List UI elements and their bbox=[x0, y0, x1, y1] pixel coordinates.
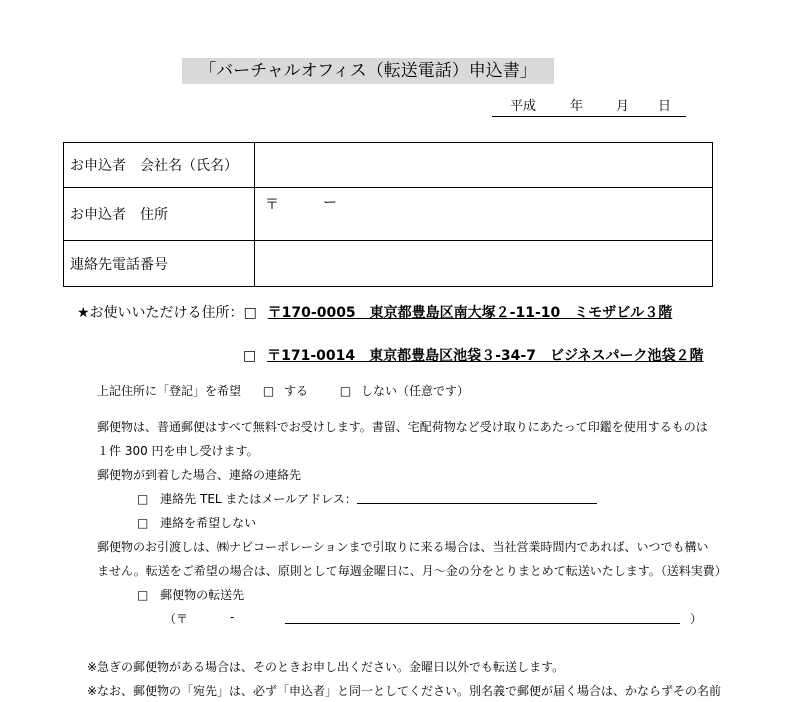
address-label: お申込者 住所 bbox=[64, 188, 255, 241]
note-1: ※急ぎの郵便物がある場合は、そのときお申し出ください。金曜日以外でも転送します。 bbox=[87, 660, 565, 674]
contact-option-row bbox=[137, 490, 357, 507]
no-contact-checkbox[interactable]: □ bbox=[137, 516, 149, 530]
contact-option-checkbox[interactable]: □ bbox=[137, 492, 149, 506]
address-option-2: 〒171-0014 東京都豊島区池袋３-34-7 ビジネスパーク池袋２階 bbox=[267, 348, 704, 364]
date-month: 月 bbox=[616, 99, 630, 114]
address-option-2-row bbox=[243, 345, 704, 365]
registration-no-checkbox[interactable]: □ bbox=[339, 384, 352, 398]
application-table bbox=[63, 142, 713, 287]
registration-row bbox=[97, 382, 469, 399]
mail-paragraph-2: 郵便物が到着した場合、連絡の連絡先 bbox=[97, 468, 302, 482]
mail-paragraph-1-line-2: １件 300 円を申し受けます。 bbox=[97, 444, 259, 458]
address-option-1: 〒170-0005 東京都豊島区南大塚２-11-10 ミモザビル３階 bbox=[267, 305, 673, 321]
phone-field[interactable] bbox=[255, 241, 713, 287]
forward-option-row bbox=[137, 586, 244, 603]
table-row bbox=[64, 188, 713, 241]
contact-option-label: 連絡先 TEL またはメールアドレス： bbox=[160, 492, 357, 506]
table-row bbox=[64, 241, 713, 287]
date-day: 日 bbox=[658, 99, 672, 114]
zip-mark: 〒 bbox=[265, 197, 279, 213]
registration-no-label: しない（任意です） bbox=[361, 384, 470, 398]
company-name-field[interactable] bbox=[255, 143, 713, 188]
form-title: 「バーチャルオフィス（転送電話）申込書」 bbox=[182, 58, 554, 84]
date-line bbox=[492, 98, 686, 117]
note-2: ※なお、郵便物の「宛先」は、必ず「申込者」と同一としてください。別名義で郵便が届く場合は、かならずその名前 bbox=[87, 684, 722, 698]
address-option-1-row bbox=[77, 302, 672, 322]
mail-paragraph-1-line-1: 郵便物は、普通郵便はすべて無料でお受けします。書留、宅配荷物など受け取りにあたって印鑑を使用するものは bbox=[97, 420, 708, 434]
forward-label: 郵便物の転送先 bbox=[160, 588, 245, 602]
zip-dash: ー bbox=[323, 195, 337, 211]
date-era: 平成 bbox=[510, 99, 537, 114]
forward-zip-close: ） bbox=[690, 612, 703, 626]
mail-paragraph-3-line-2: ません。転送をご希望の場合は、原則として毎週金曜日に、月～金の分をとりまとめて転送いたします。（送料実費） bbox=[97, 564, 727, 578]
contact-input-line[interactable] bbox=[357, 503, 597, 504]
forward-address-line[interactable] bbox=[285, 623, 680, 624]
address-option-2-checkbox[interactable]: □ bbox=[243, 348, 257, 364]
registration-text: 上記住所に「登記」を希望 bbox=[97, 384, 242, 398]
forward-zip-dash: - bbox=[230, 610, 235, 624]
registration-yes-label: する bbox=[284, 384, 309, 398]
phone-label: 連絡先電話番号 bbox=[64, 241, 255, 287]
address-field[interactable] bbox=[255, 188, 713, 241]
company-name-label: お申込者 会社名（氏名） bbox=[64, 143, 255, 188]
registration-yes-checkbox[interactable]: □ bbox=[262, 384, 275, 398]
address-lead: ★お使いいただける住所： bbox=[77, 305, 244, 321]
forward-zip-open: （〒 bbox=[164, 612, 189, 626]
no-contact-option-row bbox=[137, 514, 256, 531]
date-year: 年 bbox=[570, 99, 584, 114]
no-contact-label: 連絡を希望しない bbox=[160, 516, 257, 530]
forward-checkbox[interactable]: □ bbox=[137, 588, 149, 602]
mail-paragraph-3-line-1: 郵便物のお引渡しは、㈱ナビコーポレーションまで引取りに来る場合は、当社営業時間内であれば、いつでも構い bbox=[97, 540, 709, 554]
address-option-1-checkbox[interactable]: □ bbox=[243, 305, 257, 321]
table-row bbox=[64, 143, 713, 188]
